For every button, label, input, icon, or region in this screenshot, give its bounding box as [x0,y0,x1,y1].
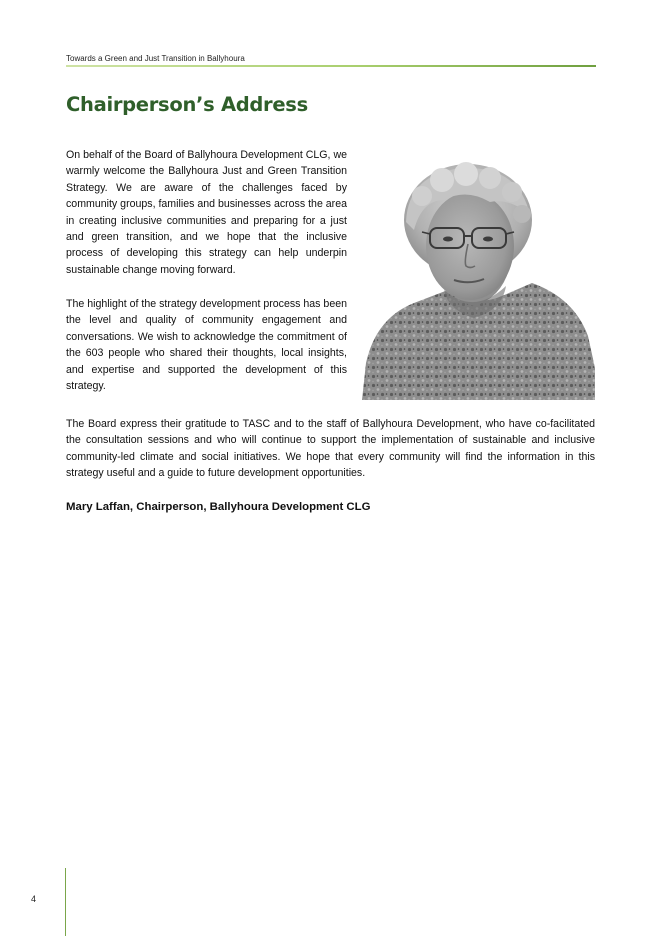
gratitude-paragraph: The Board express their gratitude to TASC and to the staff of Ballyhoura Development, who have co-facilitated the consultation sessions and who will continue to support the implementation of sustainable and inclusive community-led climate and social initiatives. We hope that every community will find the information in this strategy useful and a guide to future development opportunities. [66,418,595,480]
margin-rule [65,868,66,936]
engagement-paragraph: The highlight of the strategy development process has been the level and quality of community engagement and conversations. We wish to acknowledge the commitment of the 603 people who shared their thoughts, local insights, and expertise and supported the development of this strategy. [66,298,347,393]
header-rule [66,65,596,67]
page-title: Chairperson’s Address [66,93,308,116]
page-number: 4 [31,894,37,904]
intro-paragraph: On behalf of the Board of Ballyhoura Development CLG, we warmly welcome the Ballyhoura Just and Green Transition Strategy. We are aware of the challenges faced by community groups, families and businesses across the area in creating inclusive communities and preparing for a just and green transition, and we hope that the inclusive process of developing this strategy can help underpin sustainable change moving forward. [66,149,347,276]
portrait-photo-icon [362,158,595,400]
running-header: Towards a Green and Just Transition in Ballyhoura [66,54,245,63]
signature: Mary Laffan, Chairperson, Ballyhoura Development CLG [66,501,371,513]
chairperson-portrait [362,158,595,400]
